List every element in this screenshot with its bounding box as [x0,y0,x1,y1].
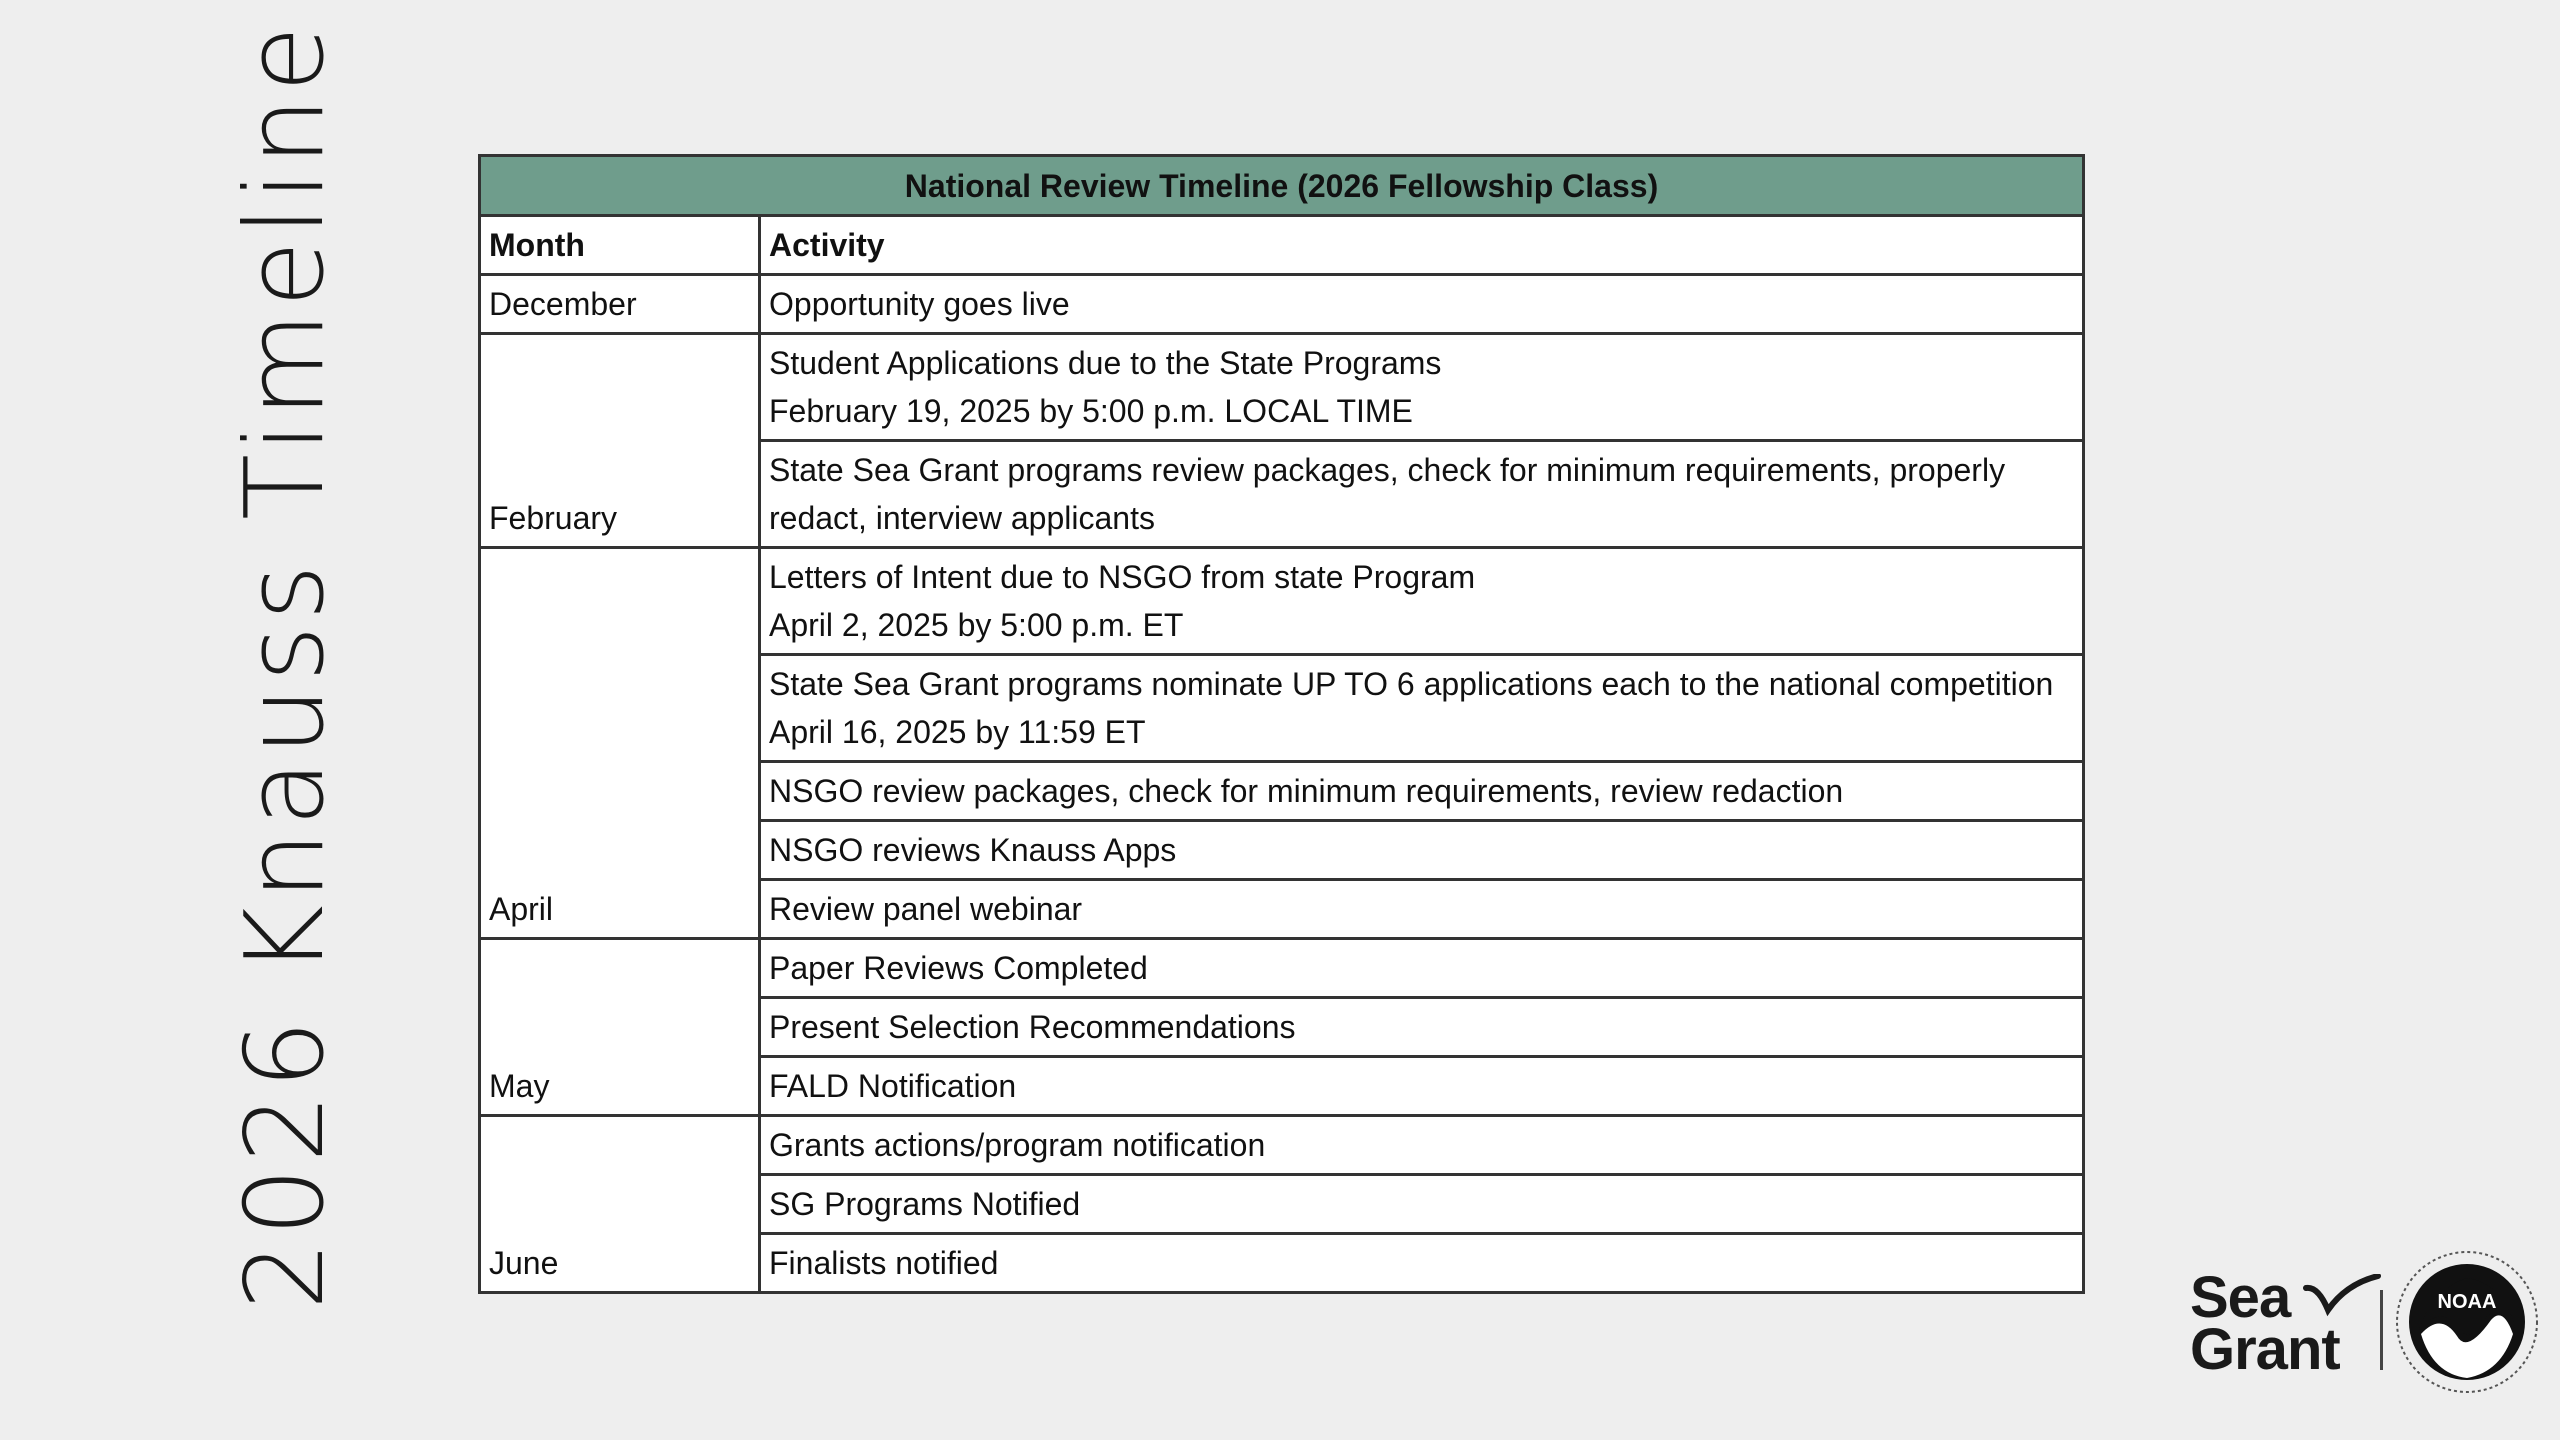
table-row [480,275,2084,334]
sea-grant-logo-line1: Sea [2190,1265,2291,1330]
activity-text: NSGO review packages, check for minimum requirements, review redaction [769,773,1844,809]
activity-cell [760,548,2084,655]
activity-text: Review panel webinar [769,891,1083,927]
activity-text: Letters of Intent due to NSGO from state Program [769,559,1476,595]
activity-text: State Sea Grant programs review packages, check for minimum requirements, properly redact, interview applicants [769,452,2006,536]
activity-cell [760,275,2084,334]
activity-deadline: April 16, 2025 by 11:59 ET [769,714,1146,750]
partner-logos [2190,1250,2540,1400]
activity-text: Student Applications due to the State Programs [769,345,1442,381]
activity-text: NSGO reviews Knauss Apps [769,832,1177,868]
slide-title: 2026 Knauss Timeline [223,20,348,1310]
table-row [480,334,2084,441]
activity-cell [760,1175,2084,1234]
table-title-row [480,156,2084,216]
month-cell: February [480,334,760,548]
noaa-emblem-text: NOAA [2437,1291,2497,1313]
month-cell: December [480,275,760,334]
table-row [480,1116,2084,1175]
activity-cell [760,939,2084,998]
month-cell: June [480,1116,760,1293]
column-header-row [480,216,2084,275]
activity-text: FALD Notification [769,1068,1017,1104]
month-cell: May [480,939,760,1116]
activity-cell [760,655,2084,762]
column-header-month: Month [480,216,760,275]
activity-cell [760,1234,2084,1293]
activity-text: Paper Reviews Completed [769,950,1148,986]
table-row [480,939,2084,998]
activity-cell [760,880,2084,939]
logo-divider [2380,1290,2383,1370]
activity-deadline: April 2, 2025 by 5:00 p.m. ET [769,607,1184,643]
timeline-table [478,154,2085,1294]
activity-cell [760,1057,2084,1116]
month-cell: April [480,548,760,939]
table-row [480,548,2084,655]
activity-text: State Sea Grant programs nominate UP TO 6 applications each to the national competition [769,666,2054,702]
activity-text: Present Selection Recommendations [769,1009,1296,1045]
activity-deadline: February 19, 2025 by 5:00 p.m. LOCAL TIME [769,393,1413,429]
activity-cell [760,998,2084,1057]
sea-grant-logo-line2: Grant [2190,1317,2340,1382]
wave-check-icon [2302,1274,2382,1320]
activity-text: Finalists notified [769,1245,999,1281]
activity-cell [760,441,2084,548]
activity-cell [760,762,2084,821]
activity-cell [760,1116,2084,1175]
activity-cell [760,334,2084,441]
activity-text: Grants actions/program notification [769,1127,1266,1163]
column-header-activity: Activity [760,216,2084,275]
noaa-emblem-icon [2395,1250,2540,1395]
table-title: National Review Timeline (2026 Fellowship Class) [480,156,2084,216]
activity-cell [760,821,2084,880]
activity-text: SG Programs Notified [769,1186,1081,1222]
activity-text: Opportunity goes live [769,286,1070,322]
